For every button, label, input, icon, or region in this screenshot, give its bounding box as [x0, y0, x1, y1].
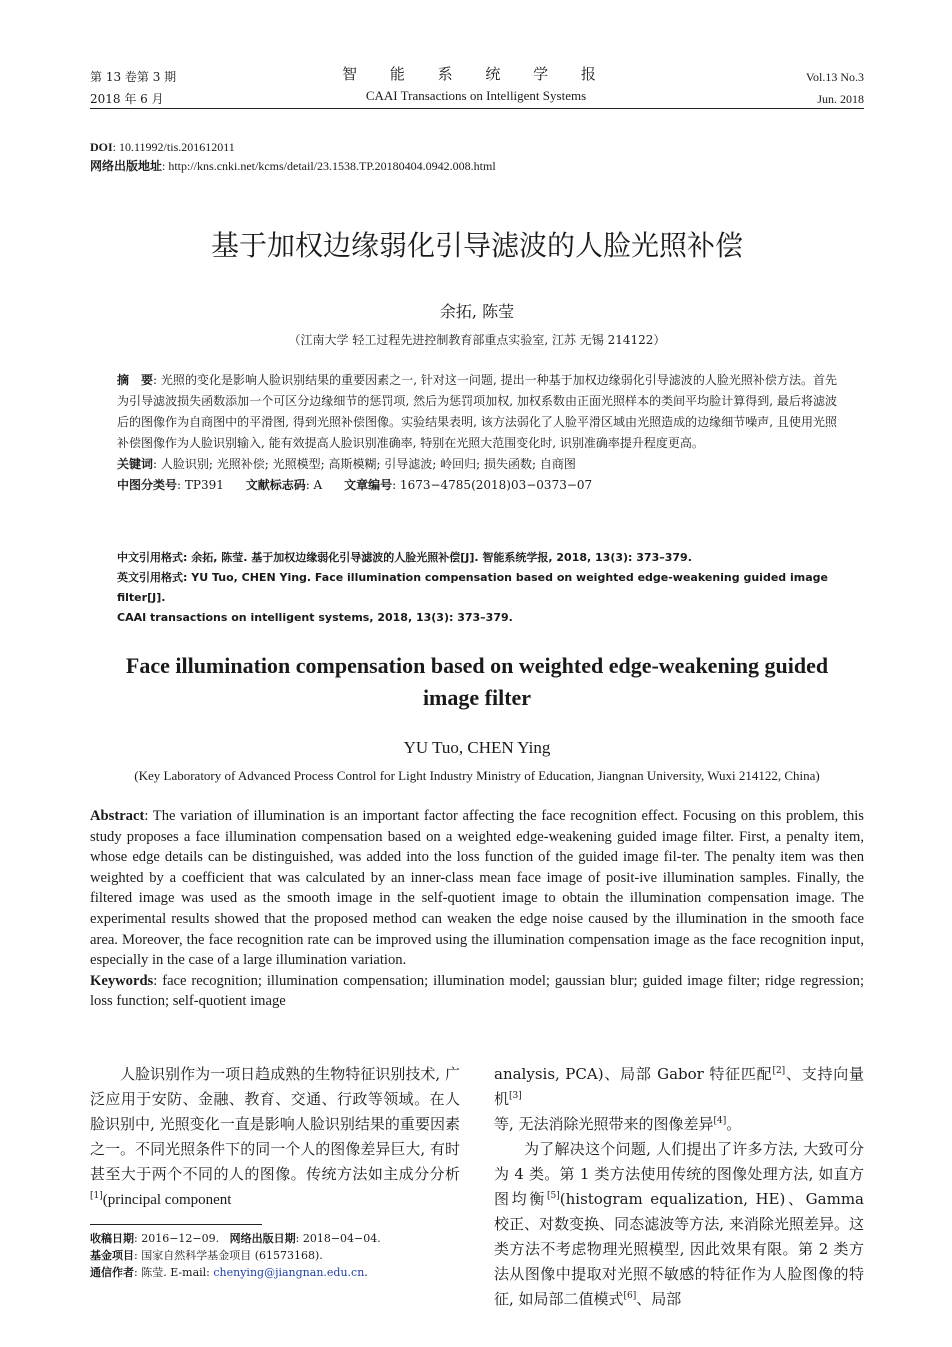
- abstract-cn-label: 摘 要: [117, 373, 154, 387]
- date-en: Jun. 2018: [817, 92, 864, 106]
- footnote: [90, 1230, 460, 1281]
- header-rule: [90, 108, 864, 109]
- url-label: 网络出版地址: [90, 159, 163, 173]
- abstract-cn-text: : 光照的变化是影响人脸识别结果的重要因素之一, 针对这一问题, 提出一种基于加权边缘弱化引导滤波的人脸光照补偿方法。首先为引导滤波损失函数添加一个可区分边缘细节的惩罚项, 然后为惩罚项加权, 加权系数由正面光照样本的类间平均脸计算得到, 最后将滤波后的图像作为自商图中的平滑图, 得到光照补偿图像。实验结果表明, 该方法弱化了人脸平滑区域由光照造成的边缘细节噪声, 且使用光照补偿图像作为人脸识别输入, 能有效提高人脸识别准确率, 特别在光照大范围变化时, 识别准确率提升程度更高。: [117, 373, 837, 450]
- authors-cn: 余拓, 陈莹: [439, 302, 515, 321]
- keywords-cn-label: 关键词: [117, 457, 154, 471]
- title-en-line1: Face illumination compensation based on weighted edge-weakening guided: [125, 653, 829, 678]
- footnote-rule: [90, 1224, 262, 1225]
- journal-name-cn: 智 能 系 统 学 报: [342, 65, 610, 83]
- date-cn: 2018 年 6 月: [90, 92, 164, 106]
- doc-code-value: : A: [305, 478, 323, 492]
- reference-marker[interactable]: [3]: [509, 1091, 522, 1101]
- fund-row: 基金项目: 国家自然科学基金项目 (61573168).: [90, 1249, 323, 1262]
- article-no-label: 文章编号: [344, 478, 393, 492]
- classification-row: [117, 475, 837, 496]
- url-value[interactable]: : http://kns.cnki.net/kcms/detail/23.1538.TP.20180404.0942.008.html: [162, 159, 496, 173]
- reference-marker[interactable]: [4]: [713, 1116, 727, 1126]
- reference-marker[interactable]: [1]: [90, 1191, 103, 1201]
- corresponding-author-row: 通信作者: 陈莹. E-mail: chenying@jiangnan.edu.cn.: [90, 1266, 368, 1279]
- body-paragraph: 人脸识别作为一项日趋成熟的生物特征识别技术, 广泛应用于安防、金融、教育、交通、行政等领域。在人脸识别中, 光照变化一直是影响人脸识别结果的重要因素之一。不同光照条件下的同一个人的图像差异巨大, 有时甚至大于两个不同的人的图像。传统方法如主成分分析[1](principal component: [90, 1065, 460, 1208]
- abstract-en-label: Abstract: [90, 808, 145, 824]
- header-center: [300, 62, 652, 106]
- authors-en: YU Tuo, CHEN Ying: [403, 738, 551, 757]
- doc-code-label: 文献标志码: [245, 478, 306, 492]
- header-right: [806, 66, 864, 110]
- doi-label: DOI: [90, 140, 113, 154]
- volume-cn: 第 13 卷第 3 期: [90, 70, 177, 84]
- abstract-en-text: : The variation of illumination is an important factor affecting the face recognition effect. Focusing on this problem, this study proposes a face illumination compensation based on a weighted edge-weakening guided image filter. First, a penalty item, whose edge details can be distinguished, was added into the loss function of the guided image fil-ter. The penalty item was then weighted by a coefficient that was calculated by an inner-class mean face image of posit-ive illumination samples. Finally, the filtered image was used as the smooth image in the self-quotient image to obtain the illumination compensation image. The experimental results showed that the proposed method can weaken the edge noise caused by the illumination in the smooth face area. Moreover, the face recognition rate can be improved using the illumination compensation image as the face recognition input, especially in the case of a large illumination variation.: [90, 808, 864, 969]
- body-paragraph: analysis, PCA)、局部 Gabor 特征匹配[2]、支持向量机[3] 等, 无法消除光照带来的图像差异[4]。: [494, 1065, 864, 1133]
- journal-name-en: CAAI Transactions on Intelligent Systems: [365, 88, 587, 103]
- keywords-en: [90, 971, 864, 1012]
- reference-marker[interactable]: [2]: [772, 1066, 786, 1076]
- citation-en-line1: 英文引用格式: YU Tuo, CHEN Ying. Face illumination compensation based on weighted edge-weakening guided image filter[J].: [117, 571, 828, 604]
- volume-en: Vol.13 No.3: [805, 70, 864, 84]
- keywords-en-label: Keywords: [90, 972, 154, 989]
- header-left: [90, 66, 176, 110]
- abstract-en: [90, 806, 864, 1012]
- abstract-cn: [117, 370, 837, 496]
- doi-value[interactable]: : 10.11992/tis.201612011: [112, 140, 235, 154]
- received-row: 收稿日期: 2016−12−09. 网络出版日期: 2018−04−04.: [90, 1232, 381, 1245]
- citation-en-line2: CAAI transactions on intelligent systems, 2018, 13(3): 373–379.: [117, 611, 513, 624]
- article-no-value: : 1673−4785(2018)03−0373−07: [392, 478, 593, 492]
- body-paragraph: 为了解决这个问题, 人们提出了许多方法, 大致可分为 4 类。第 1 类方法使用传统的图像处理方法, 如直方图均衡[5](histogram equalization, HE)、Gamma 校正、对数变换、同态滤波等方法, 来消除光照差异。这类方法不考虑物理光照模型, 因此效果有限。第 2 类方法从图像中提取对光照不敏感的特征作为人脸图像的特征, 如局部二值模式[6]、局部: [494, 1140, 864, 1308]
- affiliation-cn: （江南大学 轻工过程先进控制教育部重点实验室, 江苏 无锡 214122）: [288, 333, 666, 347]
- reference-marker[interactable]: [5]: [547, 1191, 560, 1201]
- body-column-right: [494, 1062, 864, 1312]
- citation-block: [117, 548, 852, 628]
- email-link[interactable]: chenying@jiangnan.edu.cn: [213, 1266, 365, 1279]
- reference-marker[interactable]: [6]: [623, 1291, 637, 1301]
- abstract-cn-body: [117, 370, 837, 454]
- title-cn: 基于加权边缘弱化引导滤波的人脸光照补偿: [210, 229, 743, 262]
- body-column-left: [90, 1062, 460, 1213]
- citation-cn: 中文引用格式: 余拓, 陈莹. 基于加权边缘弱化引导滤波的人脸光照补偿[J]. 智能系统学报, 2018, 13(3): 373–379.: [117, 551, 692, 564]
- abstract-en-body: [90, 806, 864, 971]
- keywords-en-text: : face recognition; illumination compensation; illumination model; gaussian blur; guided image filter; ridge regression; loss function; self-quotient image: [90, 972, 864, 1010]
- title-en-line2: image filter: [422, 685, 532, 710]
- title-en: [90, 650, 864, 714]
- doi-block: [90, 138, 496, 176]
- affiliation-en: (Key Laboratory of Advanced Process Control for Light Industry Ministry of Education, Jiangnan University, Wuxi 214122, China): [134, 768, 820, 783]
- keywords-cn: [117, 454, 837, 475]
- keywords-cn-text: : 人脸识别; 光照补偿; 光照模型; 高斯模糊; 引导滤波; 岭回归; 损失函数; 自商图: [153, 457, 576, 471]
- clc-value: : TP391: [177, 478, 224, 492]
- clc-label: 中图分类号: [117, 478, 178, 492]
